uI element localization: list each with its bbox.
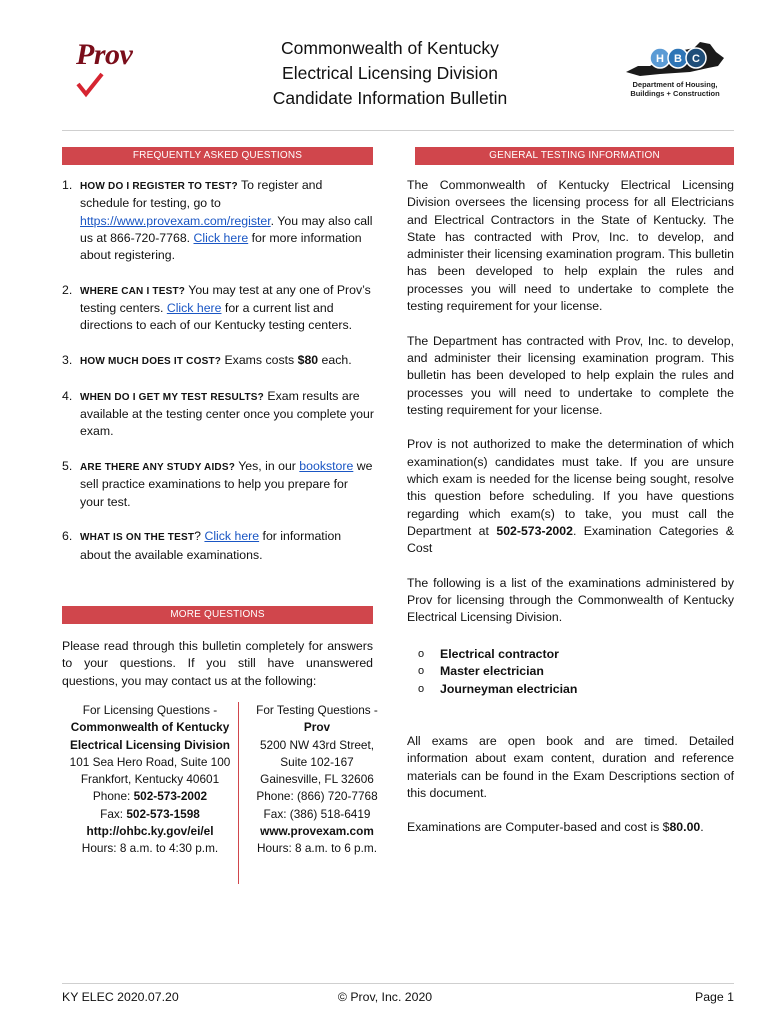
exam-list [418,646,577,698]
contact-address: Frankfort, Kentucky 40601 [80,772,220,787]
faq-text: for more information about registering. [80,230,362,263]
bullet-icon: o [418,682,425,695]
more-questions-intro: Please read through this bulletin completely for answers to your questions. If you still have unanswered questions, you may contact us at the following: [62,639,373,688]
paragraph [407,819,734,836]
dhbc-letter: B [674,53,682,65]
faq-item [62,528,374,564]
faq-text: for information about the available examinations. [80,529,342,562]
faq-text: To register and schedule for testing, go to [80,178,323,211]
paragraph-text: . [700,820,704,835]
faq-question: HOW DO I REGISTER TO TEST? [80,181,238,192]
footer-divider [62,983,734,984]
paragraph: All exams are open book and are timed. Detailed information about exam content, duration and reference materials can be found in the Exam Descriptions section of this document. [407,734,734,800]
list-item [418,663,577,680]
faq-number: 1. [62,178,73,192]
contact-phone: Phone: (866) 720-7768 [256,789,378,804]
footer-page-number [695,990,734,1004]
faq-item [62,282,374,335]
faq-answer [80,177,374,264]
paragraph-text: . Examination Categories & Cost [407,523,734,556]
page-title [180,36,600,111]
phone-number: 502-573-2002 [133,789,208,804]
faq-number: 5. [62,459,73,474]
testing-contact [248,702,386,858]
contact-hours: Hours: 8 a.m. to 4:30 p.m. [81,841,219,856]
faq-item [62,458,374,511]
licensing-contact [62,702,238,858]
checkmark-icon [76,72,104,98]
faq-text: for a current list and directions to each of our Kentucky testing centers. [80,301,353,333]
faq-question: WHEN DO I GET MY TEST RESULTS? [80,391,264,403]
contact-divider [238,702,239,884]
exam-name: Electrical contractor [440,647,559,661]
faq-number: 6. [62,529,73,544]
register-link[interactable]: https://www.provexam.com/register [80,213,271,228]
exam-info-link[interactable]: Click here [204,529,260,544]
faq-answer [80,282,374,335]
contact-address: Suite 102-167 [280,754,354,769]
page-num: 1 [727,990,734,1004]
faq-answer [80,352,374,370]
faq-question: WHERE CAN I TEST? [80,285,186,297]
faq-number: 3. [62,353,73,368]
contact-label: For Testing Questions - [256,703,378,717]
faq-item [62,177,374,264]
general-testing-heading: GENERAL TESTING INFORMATION [415,147,734,165]
register-click-here-link[interactable]: Click here [193,230,249,245]
testing-centers-link[interactable]: Click here [166,301,222,316]
contact-website: http://ohbc.ky.gov/ei/el [86,824,214,839]
faq-text: Exams costs [221,353,298,368]
contact-address: Gainesville, FL 32606 [260,772,374,787]
contact-hours: Hours: 8 a.m. to 6 p.m. [257,841,377,856]
faq-answer [80,528,374,564]
contact-fax: Fax: (386) 518-6419 [263,806,371,821]
phone-label: Phone: [92,789,134,804]
prov-logo [76,38,148,74]
kentucky-map-icon [620,36,730,80]
title-line: Commonwealth of Kentucky [281,38,499,58]
logo-text: Prov [76,38,133,71]
faq-text: You may test at any one of Prov’s testing centers. [80,282,371,316]
dhbc-caption-line: Department of Housing, [632,80,718,89]
list-item [418,646,577,663]
faq-text: Yes, in our [235,459,300,474]
footer-copyright: © Prov, Inc. 2020 [337,990,433,1004]
paragraph-text: Prov is not authorized to make the determination of which examination(s) candidates must take. If you are unsure which exam is needed for the license being sought, resolve this question before scheduling. If you have questions regarding which exam(s) to take, you must call the Department at [407,437,734,538]
title-line: Candidate Information Bulletin [272,88,508,108]
faq-question: HOW MUCH DOES IT COST? [80,356,222,368]
fax-label: Fax: [100,806,127,821]
faq-number: 2. [62,282,73,297]
faq-item [62,388,374,441]
contact-website: www.provexam.com [260,824,374,839]
general-testing-text [407,177,734,644]
faq-text: we sell practice examinations to help you prepare for your test. [80,459,373,509]
faq-text: . You may also call us at 866-720-7768. [80,213,373,245]
faq-text: ? [194,529,205,544]
dhbc-letter: H [656,53,664,65]
fax-number: 502-573-1598 [126,806,200,821]
dhbc-caption [620,80,730,98]
paragraph: The following is a list of the examinations administered by Prov for licensing through the Commonwealth of Kentucky Electrical Licensing Division. [407,575,734,625]
exam-cost: $80 [297,353,319,368]
dhbc-letter: C [692,53,700,65]
page-label: Page [695,990,728,1004]
contact-org: Commonwealth of Kentucky [70,720,230,735]
list-item [418,681,577,698]
contact-address: 101 Sea Hero Road, Suite 100 [69,754,231,769]
general-testing-text-2 [407,733,734,854]
contact-phone [62,788,238,805]
paragraph [407,436,734,557]
faq-question: ARE THERE ANY STUDY AIDS? [80,462,236,474]
faq-list [62,177,374,581]
title-line: Electrical Licensing Division [282,63,498,83]
paragraph: The Department has contracted with Prov, Inc. to develop, and administer their licensing examination program. This bulletin has been developed to help explain the rules and processes you will need to undertake to complete the testing requirement for your license. [407,333,734,417]
bullet-icon: o [418,648,425,660]
bookstore-link[interactable]: bookstore [299,459,354,474]
faq-answer [80,388,374,441]
faq-heading: FREQUENTLY ASKED QUESTIONS [62,147,373,165]
dhbc-logo [620,36,730,106]
paragraph-text: Examinations are Computer-based and cost is $ [407,820,670,835]
exam-name: Master electrician [440,664,544,679]
exam-price: 80.00 [669,820,701,835]
footer-doc-id: KY ELEC 2020.07.20 [62,990,179,1004]
faq-answer [80,458,374,511]
faq-text: Exam results are available at the testing center once you complete your exam. [80,388,374,439]
dhbc-caption-line: Buildings + Construction [630,89,720,98]
contact-fax [62,806,238,823]
bullet-icon: o [418,665,425,678]
contact-org: Prov [303,720,331,735]
contact-org: Electrical Licensing Division [70,737,230,752]
department-phone: 502-573-2002 [496,523,573,538]
more-questions-heading: MORE QUESTIONS [62,606,373,624]
faq-item [62,352,374,370]
header-divider [62,130,734,131]
paragraph: The Commonwealth of Kentucky Electrical Licensing Division oversees the licensing process for all Electricians and Electrical Contractors in the State of Kentucky. The State has contracted with Prov, Inc. to develop, and administer their licensing examination program. This bulletin has been developed to help explain the rules and processes you will need to undertake to complete the testing requirement for your license. [407,178,734,314]
faq-number: 4. [62,388,73,403]
contact-address: 5200 NW 43rd Street, [259,737,375,752]
exam-name: Journeyman electrician [440,681,578,696]
faq-text: each. [318,353,352,368]
contact-label: For Licensing Questions - [82,703,218,717]
faq-question: WHAT IS ON THE TEST [80,532,195,544]
